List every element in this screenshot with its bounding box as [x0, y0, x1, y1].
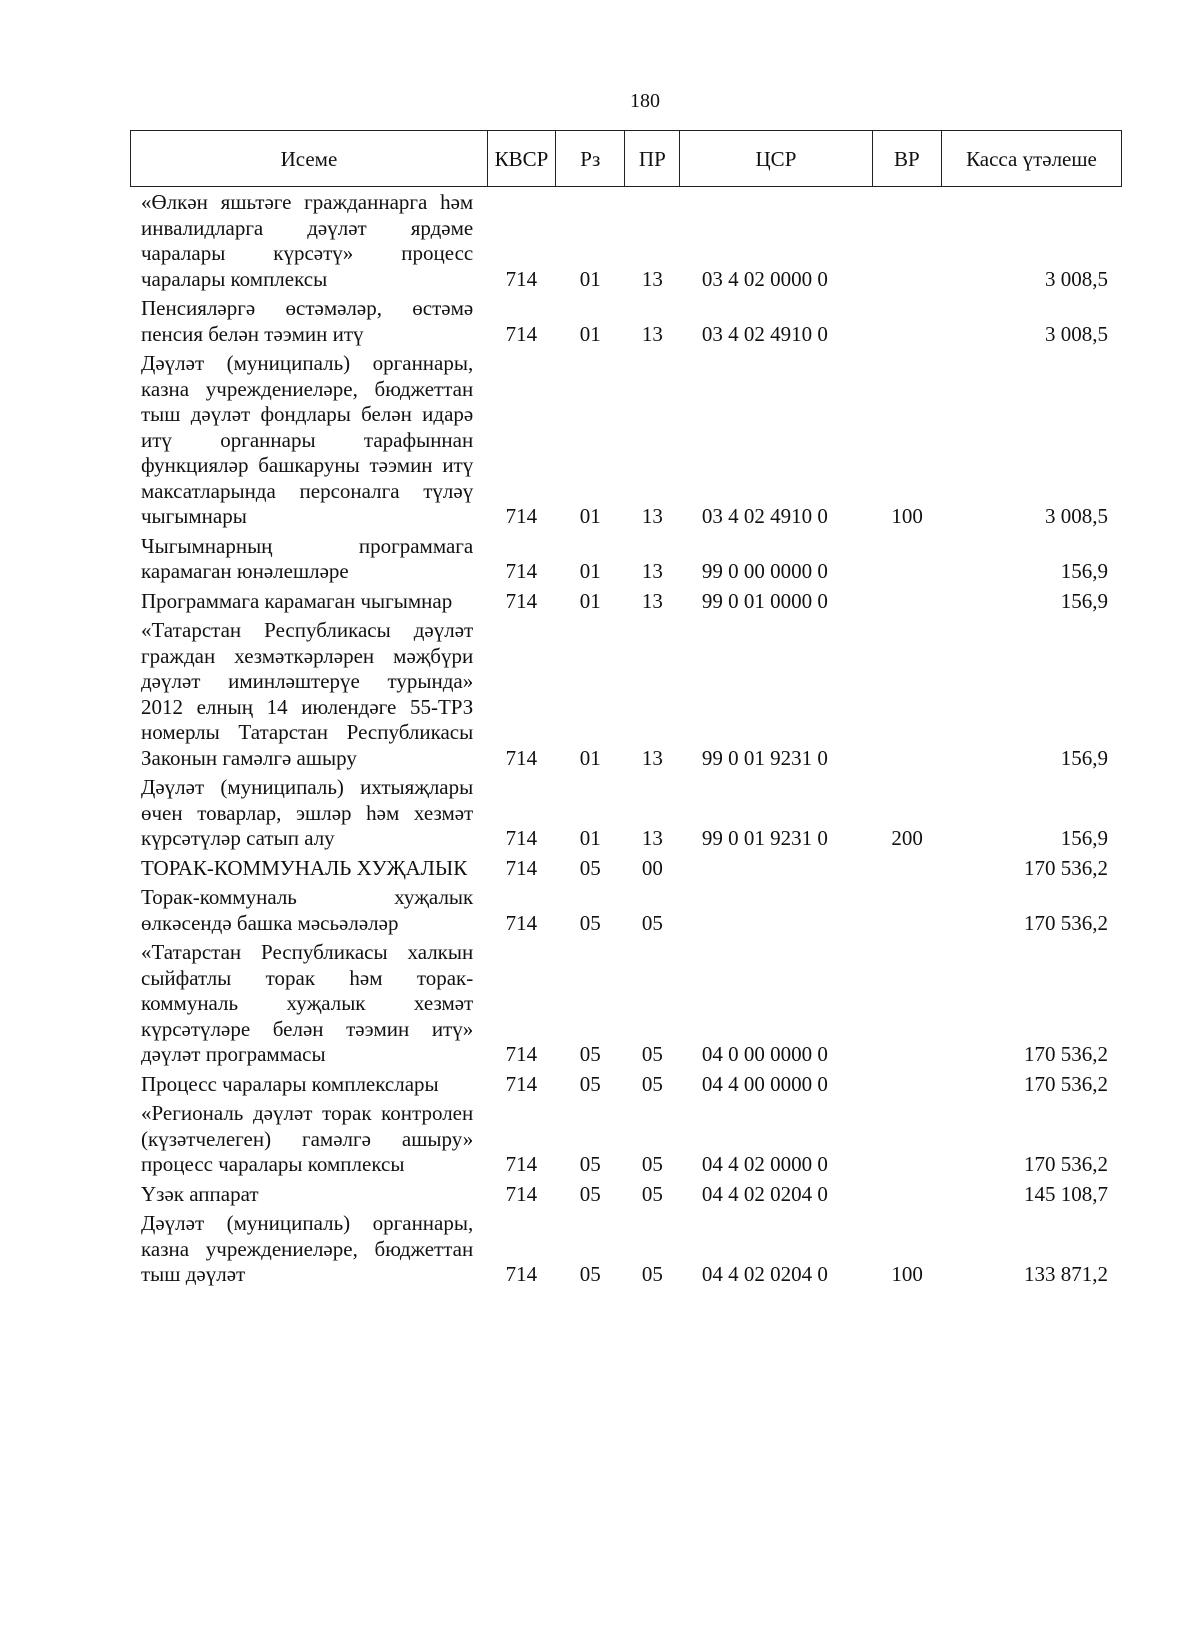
row-amount: 170 536,2: [1024, 1042, 1108, 1066]
row-amount: 156,9: [1060, 745, 1108, 770]
row-vr: [872, 1101, 941, 1182]
row-csr: 99 0 01 0000 0: [701, 588, 828, 613]
row-rz: 01: [579, 266, 601, 291]
row-name: Дәүләт (муниципаль) ихтыяҗлары өчен товарлар, эшләр һәм хезмәт күрсәтүләр сатып алу: [141, 775, 474, 850]
row-vr: 200: [891, 826, 923, 850]
row-amount: 145 108,7: [1024, 1181, 1108, 1206]
table-row: [130, 856, 1122, 886]
row-amount: 156,9: [1060, 588, 1108, 613]
row-csr: [680, 856, 873, 886]
budget-table: [130, 190, 1122, 1292]
row-pr: 13: [641, 266, 663, 291]
row-amount: 3 008,5: [1045, 321, 1108, 346]
page-number: 180: [630, 90, 660, 112]
row-amount: 156,9: [1060, 559, 1108, 583]
header-amount: Касса үтәлеше: [941, 131, 1121, 187]
table-row: [130, 1072, 1122, 1102]
row-csr: 99 0 00 0000 0: [701, 559, 828, 583]
row-pr: 05: [641, 1181, 663, 1206]
row-vr: [872, 1182, 941, 1212]
row-kvsr: 714: [505, 559, 538, 583]
row-kvsr: 714: [505, 1042, 538, 1066]
row-amount: 133 871,2: [1024, 1262, 1108, 1286]
row-rz: 01: [579, 745, 601, 770]
row-kvsr: 714: [505, 321, 538, 346]
row-pr: 13: [641, 559, 663, 583]
row-pr: 13: [641, 826, 663, 850]
table-header: [130, 130, 1122, 187]
row-vr: [872, 856, 941, 886]
table-row: [130, 1182, 1122, 1212]
row-csr: [680, 885, 873, 940]
row-vr: [872, 885, 941, 940]
row-name: Торак-коммуналь хуҗалык өлкәсендә башка мәсьәләләр: [141, 885, 474, 935]
table-row: [130, 940, 1122, 1072]
row-kvsr: 714: [505, 910, 538, 935]
row-vr: [872, 296, 941, 351]
table-row: [130, 589, 1122, 619]
row-csr: 99 0 01 9231 0: [701, 826, 828, 850]
row-kvsr: 714: [505, 1071, 538, 1096]
row-pr: 05: [641, 910, 663, 935]
row-pr: 05: [641, 1042, 663, 1066]
row-rz: 01: [579, 826, 601, 850]
row-rz: 01: [579, 588, 601, 613]
table-row: [130, 351, 1122, 534]
row-name: «Өлкән яшьтәге гражданнарга һәм инвалидларга дәүләт ярдәме чаралары күрсәтү» процесс чаралары комплексы: [141, 190, 474, 291]
row-amount: 170 536,2: [1024, 1071, 1108, 1096]
row-name: «Татарстан Республикасы халкын сыйфатлы торак һәм торак-коммуналь хуҗалык хезмәт күрсәтүләре белән тәэмин итү» дәүләт программасы: [141, 940, 474, 1066]
row-amount: 170 536,2: [1024, 855, 1108, 880]
row-pr: 05: [641, 1262, 663, 1286]
table-row: [130, 885, 1122, 940]
row-pr: 13: [641, 504, 663, 528]
row-kvsr: 714: [505, 1152, 538, 1176]
row-name: Процесс чаралары комплекслары: [141, 1071, 439, 1096]
row-kvsr: 714: [505, 855, 538, 880]
row-vr: [872, 940, 941, 1072]
row-pr: 13: [641, 321, 663, 346]
row-csr: 04 4 02 0000 0: [701, 1152, 828, 1176]
row-kvsr: 714: [505, 826, 538, 850]
row-kvsr: 714: [505, 266, 538, 291]
row-kvsr: 714: [505, 745, 538, 770]
row-rz: 05: [579, 1152, 601, 1176]
row-csr: 03 4 02 4910 0: [701, 321, 828, 346]
row-name: ТОРАК-КОММУНАЛЬ ХУҖАЛЫК: [141, 855, 468, 880]
header-vr: ВР: [872, 131, 941, 187]
table-row: [130, 296, 1122, 351]
table-row: [130, 1101, 1122, 1182]
row-csr: 04 0 00 0000 0: [701, 1042, 828, 1066]
row-rz: 01: [579, 321, 601, 346]
row-amount: 3 008,5: [1045, 266, 1108, 291]
row-amount: 170 536,2: [1024, 1152, 1108, 1176]
row-csr: 03 4 02 0000 0: [701, 266, 828, 291]
row-rz: 05: [579, 1181, 601, 1206]
row-vr: [872, 190, 941, 296]
header-name: Исеме: [131, 131, 488, 187]
row-csr: 03 4 02 4910 0: [701, 504, 828, 528]
row-pr: 13: [641, 745, 663, 770]
table-row: [130, 190, 1122, 296]
table-row: [130, 618, 1122, 775]
row-kvsr: 714: [505, 588, 538, 613]
row-name: Чыгымнарның программага карамаган юнәлешләре: [141, 533, 474, 583]
row-amount: 170 536,2: [1024, 910, 1108, 935]
row-name: Пенсияләргә өстәмәләр, өстәмә пенсия белән тәэмин итү: [141, 296, 474, 346]
row-rz: 05: [579, 1071, 601, 1096]
table-row: [130, 1211, 1122, 1292]
row-kvsr: 714: [505, 1262, 538, 1286]
row-name: Дәүләт (муниципаль) органнары, казна учреждениеләре, бюджеттан тыш дәүләт фондлары белән идарә итү органнары тарафыннан функцияләр башкаруны тәэмин итү максатларында персоналга түләү чыгымнары: [141, 351, 474, 528]
row-name: «Региональ дәүләт торак контролен (күзәтчелеген) гамәлгә ашыру» процесс чаралары комплексы: [141, 1101, 474, 1176]
row-csr: 99 0 01 9231 0: [701, 745, 828, 770]
row-vr: [872, 618, 941, 775]
header-rz: Рз: [556, 131, 625, 187]
row-amount: 3 008,5: [1045, 504, 1108, 528]
row-vr: 100: [891, 504, 923, 528]
row-csr: 04 4 02 0204 0: [701, 1181, 828, 1206]
row-rz: 05: [579, 855, 601, 880]
row-pr: 13: [641, 588, 663, 613]
row-rz: 01: [579, 559, 601, 583]
row-name: Дәүләт (муниципаль) органнары, казна учреждениеләре, бюджеттан тыш дәүләт: [141, 1211, 474, 1286]
row-kvsr: 714: [505, 1181, 538, 1206]
row-rz: 05: [579, 1042, 601, 1066]
header-pr: ПР: [625, 131, 680, 187]
row-name: Программага карамаган чыгымнар: [141, 588, 453, 613]
table-row: [130, 534, 1122, 589]
row-pr: 05: [641, 1152, 663, 1176]
row-rz: 05: [579, 1262, 601, 1286]
row-kvsr: 714: [505, 504, 538, 528]
row-name: «Татарстан Республикасы дәүләт граждан хезмәткәрләрен мәҗбүри дәүләт иминләштерүе турында» 2012 елның 14 июлендәге 55-ТРЗ номерлы Татарстан Республикасы Законын гамәлгә ашыру: [141, 618, 474, 770]
row-vr: [872, 1072, 941, 1102]
row-rz: 05: [579, 910, 601, 935]
row-pr: 00: [641, 855, 663, 880]
row-pr: 05: [641, 1071, 663, 1096]
row-vr: [872, 534, 941, 589]
row-vr: [872, 589, 941, 619]
row-vr: 100: [891, 1262, 923, 1286]
row-rz: 01: [579, 504, 601, 528]
row-csr: 04 4 02 0204 0: [701, 1262, 828, 1286]
row-name: Үзәк аппарат: [141, 1181, 259, 1206]
header-kvsr: КВСР: [487, 131, 555, 187]
table-row: [130, 775, 1122, 856]
header-csr: ЦСР: [680, 131, 872, 187]
row-csr: 04 4 00 0000 0: [701, 1071, 828, 1096]
row-amount: 156,9: [1060, 826, 1108, 850]
